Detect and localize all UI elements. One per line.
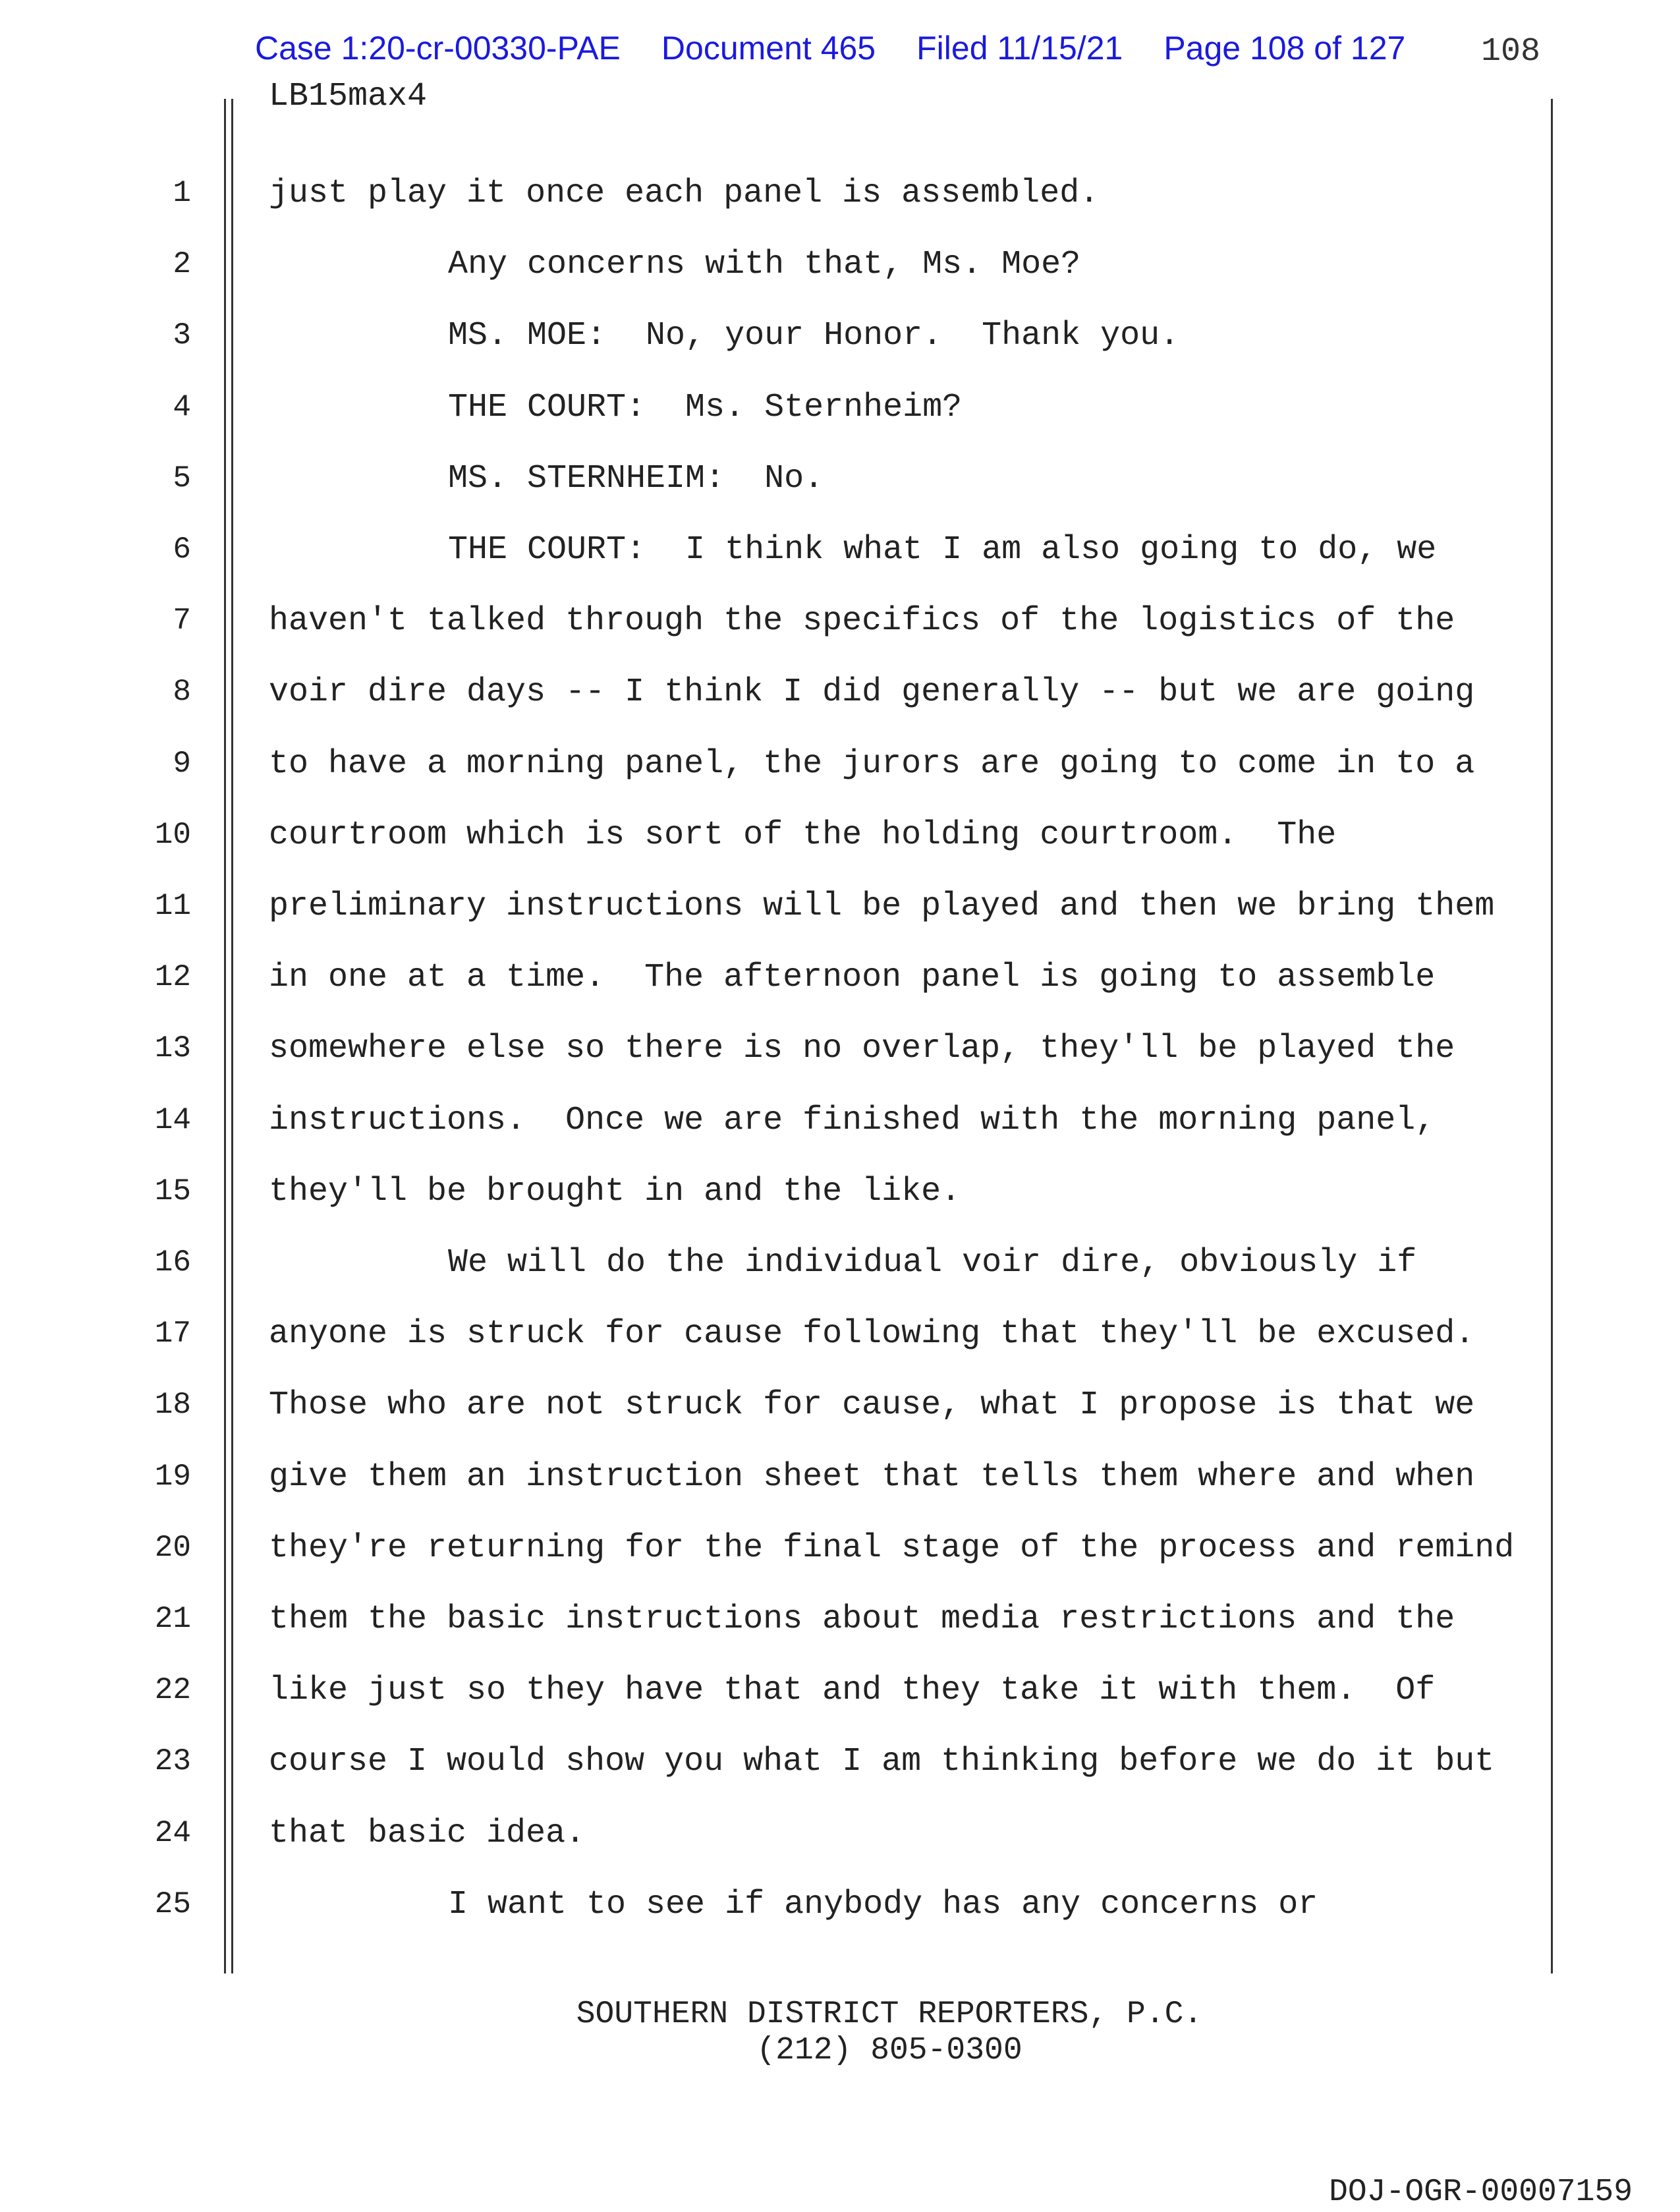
transcript-line: I want to see if anybody has any concerns or bbox=[448, 1885, 1318, 1923]
transcript-line: course I would show you what I am thinking before we do it but bbox=[269, 1743, 1495, 1781]
document-number: Document 465 bbox=[661, 30, 876, 67]
transcript-line: MS. STERNHEIM: No. bbox=[448, 459, 824, 497]
left-margin-rule bbox=[224, 99, 226, 1973]
line-number: 21 bbox=[154, 1602, 191, 1636]
line-number: 4 bbox=[173, 389, 191, 424]
transcript-line: THE COURT: Ms. Sternheim? bbox=[448, 388, 963, 426]
line-number: 6 bbox=[173, 532, 191, 567]
line-number: 3 bbox=[173, 318, 191, 353]
transcript-line: THE COURT: I think what I am also going to do, we bbox=[448, 531, 1437, 569]
page-of: Page 108 of 127 bbox=[1163, 30, 1406, 67]
transcript-line: they're returning for the final stage of the process and remind bbox=[269, 1529, 1515, 1567]
transcript-line: Any concerns with that, Ms. Moe? bbox=[448, 246, 1081, 284]
transcript-line: them the basic instructions about media restrictions and the bbox=[269, 1601, 1455, 1638]
line-number: 17 bbox=[154, 1317, 191, 1351]
transcript-line: that basic idea. bbox=[269, 1814, 586, 1852]
line-number: 8 bbox=[173, 675, 191, 710]
transcript-code: LB15max4 bbox=[269, 78, 428, 115]
line-number: 7 bbox=[173, 604, 191, 638]
line-number: 11 bbox=[154, 889, 191, 923]
transcript-line: to have a morning panel, the jurors are going to come in to a bbox=[269, 745, 1475, 783]
left-margin-rule-inner bbox=[231, 99, 233, 1973]
filed-date: Filed 11/15/21 bbox=[916, 30, 1123, 67]
line-number: 1 bbox=[173, 176, 191, 210]
transcript-line: voir dire days -- I think I did generally -- but we are going bbox=[269, 673, 1475, 712]
reporter-phone: (212) 805-0300 bbox=[756, 2033, 1022, 2068]
transcript-line: haven't talked through the specifics of the logistics of the bbox=[269, 602, 1455, 640]
line-number: 15 bbox=[154, 1174, 191, 1208]
reporter-name: SOUTHERN DISTRICT REPORTERS, P.C. bbox=[576, 1997, 1203, 2032]
page-number: 108 bbox=[1481, 33, 1541, 71]
line-number: 23 bbox=[154, 1744, 191, 1779]
line-number: 25 bbox=[154, 1886, 191, 1921]
line-number: 13 bbox=[154, 1031, 191, 1066]
case-number: Case 1:20-cr-00330-PAE bbox=[255, 30, 621, 67]
right-margin-rule bbox=[1551, 99, 1553, 1973]
line-number: 18 bbox=[154, 1388, 191, 1423]
line-number: 16 bbox=[154, 1245, 191, 1280]
line-number: 24 bbox=[154, 1815, 191, 1850]
transcript-line: like just so they have that and they take it with them. Of bbox=[269, 1672, 1436, 1710]
transcript-line: they'll be brought in and the like. bbox=[269, 1172, 961, 1210]
line-number: 10 bbox=[154, 817, 191, 852]
line-number: 19 bbox=[154, 1459, 191, 1494]
transcript-line: instructions. Once we are finished with the morning panel, bbox=[269, 1101, 1436, 1139]
transcript-line: preliminary instructions will be played and then we bring them bbox=[269, 888, 1495, 925]
bates-number: DOJ-OGR-00007159 bbox=[1329, 2174, 1633, 2210]
transcript-line: anyone is struck for cause following that they'll be excused. bbox=[269, 1315, 1475, 1353]
transcript-line: MS. MOE: No, your Honor. Thank you. bbox=[448, 317, 1180, 355]
transcript-line: in one at a time. The afternoon panel is going to assemble bbox=[269, 959, 1436, 997]
line-number: 12 bbox=[154, 960, 191, 995]
transcript-line: give them an instruction sheet that tells them where and when bbox=[269, 1458, 1475, 1496]
transcript-line: somewhere else so there is no overlap, they'll be played the bbox=[269, 1030, 1455, 1068]
transcript-line: just play it once each panel is assembled. bbox=[269, 175, 1100, 212]
line-number: 5 bbox=[173, 461, 191, 496]
line-number: 9 bbox=[173, 746, 191, 781]
line-number: 14 bbox=[154, 1102, 191, 1137]
case-header bbox=[255, 29, 1446, 67]
transcript-line: Those who are not struck for cause, what I propose is that we bbox=[269, 1386, 1475, 1425]
line-number: 20 bbox=[154, 1530, 191, 1565]
transcript-line: courtroom which is sort of the holding courtroom. The bbox=[269, 816, 1337, 854]
line-number: 2 bbox=[173, 247, 191, 282]
line-number: 22 bbox=[154, 1673, 191, 1708]
transcript-line: We will do the individual voir dire, obviously if bbox=[448, 1244, 1417, 1282]
